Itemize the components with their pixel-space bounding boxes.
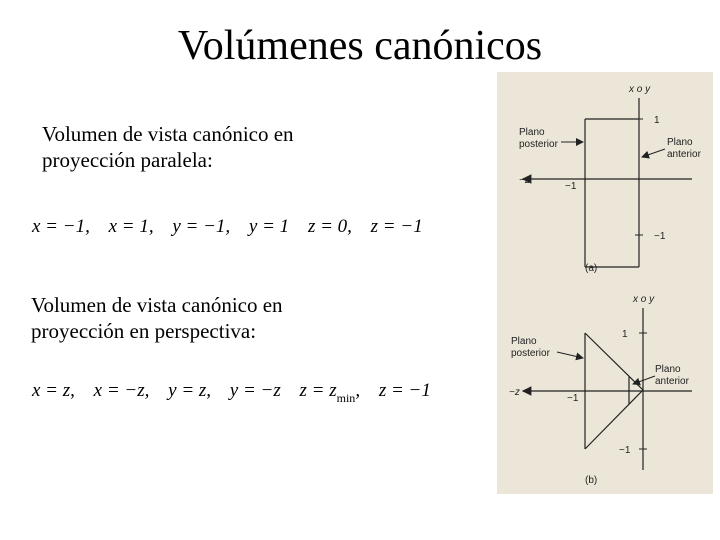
perspective-eq-1: x = z, (32, 380, 75, 401)
perspective-eq-4: y = −z (229, 380, 281, 401)
parallel-eq-1: x = −1, (32, 216, 90, 237)
parallel-eq-5: z = 0, (307, 216, 352, 237)
figure-b (509, 294, 692, 486)
figure-b-caption: (b) (585, 475, 598, 486)
figure-b-tick-left-label: −1 (567, 393, 579, 404)
figure-b-axis-label: x o y (633, 294, 655, 305)
figure-b-frustum-top (585, 333, 643, 390)
figure-b-front-plane-label-1: Plano (655, 364, 681, 375)
perspective-eq-5: z = z (299, 380, 337, 401)
perspective-eq-5-comma: , (355, 380, 361, 401)
figure-a-axis-label: x o y (629, 84, 651, 95)
perspective-description: Volumen de vista canónico en proyección en perspectiva: (31, 293, 283, 343)
figure-a-tick-left-label: −1 (565, 181, 577, 192)
perspective-eq-5-subscript: min (336, 391, 356, 405)
canonical-volume-figure (497, 72, 713, 494)
parallel-eq-6: z = −1 (370, 216, 423, 237)
figure-b-back-plane-arrow (557, 352, 583, 358)
figure-a (519, 84, 702, 274)
page-title: Volúmenes canónicos (177, 23, 543, 69)
parallel-description: Volumen de vista canónico en proyección paralela: (42, 122, 294, 172)
parallel-eq-2: x = 1, (108, 216, 154, 237)
figure-drawing (497, 72, 713, 494)
figure-a-caption: (a) (585, 263, 598, 274)
figure-b-back-plane-label-1: Plano (511, 336, 537, 347)
perspective-eq-2: x = −z, (93, 380, 150, 401)
figure-a-tick-bottom-label: −1 (654, 231, 666, 242)
figure-b-back-plane-label-2: posterior (511, 348, 550, 359)
figure-b-tick-bottom-label: −1 (619, 445, 631, 456)
figure-a-front-plane-label-2: anterior (667, 149, 701, 160)
figure-b-frustum-bottom (585, 390, 643, 449)
parallel-eq-4: y = 1 (248, 216, 290, 237)
figure-a-front-plane-label-1: Plano (667, 137, 693, 148)
figure-b-tick-top-label: 1 (622, 329, 628, 340)
figure-b-z-label: −z (509, 387, 520, 398)
perspective-eq-6: z = −1 (378, 380, 431, 401)
figure-a-tick-top-label: 1 (654, 115, 660, 126)
figure-a-back-plane-label-2: posterior (519, 139, 558, 150)
figure-a-z-label: −z (519, 175, 530, 186)
figure-a-front-plane-arrow (642, 149, 665, 157)
perspective-equations (32, 380, 445, 406)
figure-b-front-plane-arrow (633, 376, 655, 384)
perspective-eq-3: y = z, (168, 380, 212, 401)
figure-b-front-plane-label-2: anterior (655, 376, 689, 387)
parallel-equations (32, 216, 437, 238)
figure-a-back-plane-label-1: Plano (519, 127, 545, 138)
parallel-eq-3: y = −1, (172, 216, 231, 237)
